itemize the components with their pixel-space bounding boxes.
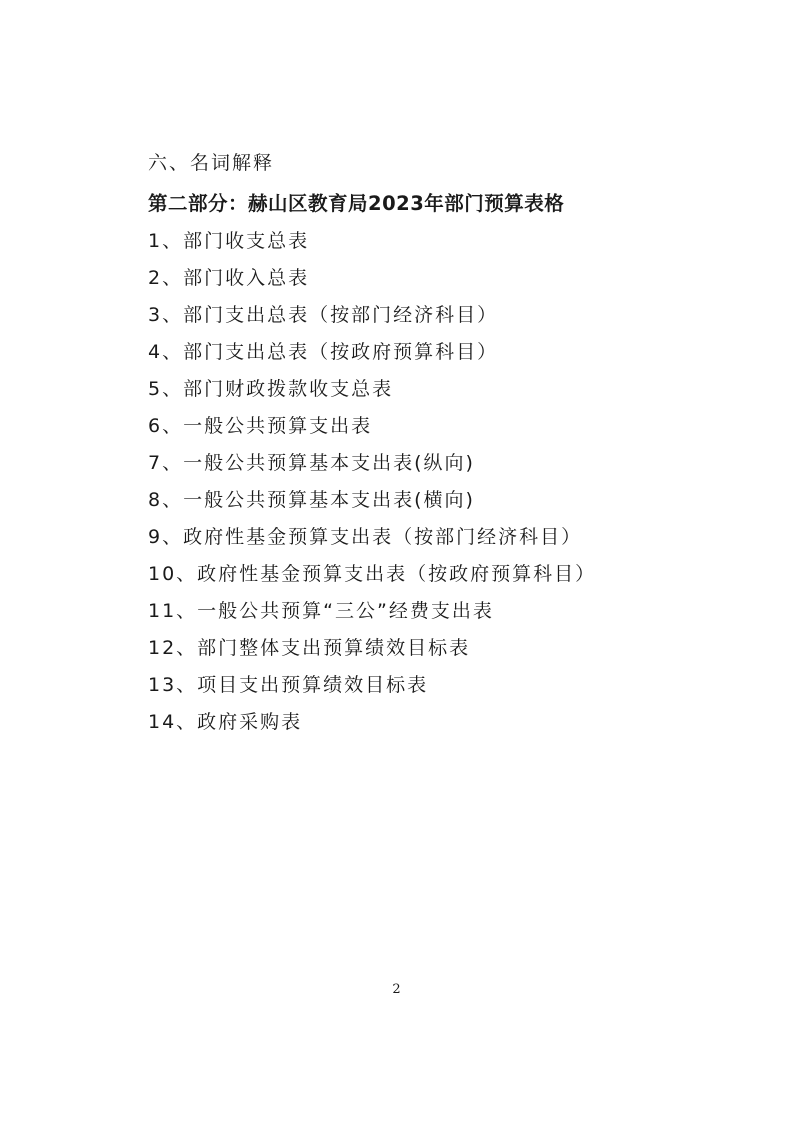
table-list-item: 1、部门收支总表: [148, 230, 310, 252]
table-list-item: 8、一般公共预算基本支出表(横向): [148, 489, 475, 511]
table-list-item: 6、一般公共预算支出表: [148, 415, 373, 437]
table-list-item: 7、一般公共预算基本支出表(纵向): [148, 452, 475, 474]
table-list-item: 11、一般公共预算“三公”经费支出表: [148, 600, 494, 622]
table-list-item: 12、部门整体支出预算绩效目标表: [148, 637, 471, 659]
table-list-item: 2、部门收入总表: [148, 267, 310, 289]
table-list-item: 13、项目支出预算绩效目标表: [148, 674, 429, 696]
page-number: 2: [392, 982, 401, 997]
table-list-item: 5、部门财政拨款收支总表: [148, 378, 394, 400]
table-list-item: 14、政府采购表: [148, 711, 303, 733]
part-two-title: 第二部分：赫山区教育局2023年部门预算表格: [148, 192, 565, 215]
table-list-item: 4、部门支出总表（按政府预算科目）: [148, 341, 499, 363]
heading-definitions: 六、名词解释: [148, 152, 275, 174]
table-list-item: 10、政府性基金预算支出表（按政府预算科目）: [148, 563, 597, 585]
table-list-item: 3、部门支出总表（按部门经济科目）: [148, 304, 499, 326]
table-list-item: 9、政府性基金预算支出表（按部门经济科目）: [148, 526, 583, 548]
